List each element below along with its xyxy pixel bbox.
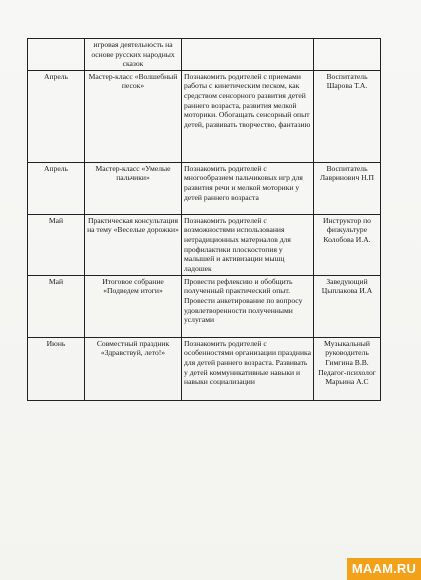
month-cell: Июнь — [28, 337, 85, 400]
goal-cell: Провести рефлексию и обобщить полученный практический опыт. Провести анкетирование по вопросу удовлетворенности полученными услугами — [182, 275, 314, 337]
goal-cell: Познакомить родителей с многообразием пальчиковых игр для развития речи и мелкой моторики у детей раннего возраста — [182, 162, 314, 214]
event-cell: Мастер-класс «Волшебный песок» — [85, 70, 182, 162]
goal-cell: Познакомить родителей с возможностями использования нетрадиционных материалов для профилактики плоскостопия у малышей и активизации мышц ладошек — [182, 214, 314, 275]
responsible-cell: Музыкальный руководитель Гимгина В.В. Педагог-психолог Марьина А.С — [314, 337, 381, 400]
month-cell: Май — [28, 214, 85, 275]
table-row — [28, 214, 381, 275]
table-row — [28, 70, 381, 162]
maam-watermark-badge[interactable]: MAAM.RU — [347, 558, 421, 580]
goal-cell: Познакомить родителей с приемами работы с кинетическим песком, как средством сенсорного развития детей раннего возраста, развития мелкой моторики. Обогащать сенсорный опыт детей, развивать творчество, фантазию — [182, 70, 314, 162]
table-row — [28, 275, 381, 337]
month-cell — [28, 39, 85, 71]
responsible-cell: Инструктор по физкультуре Колобова И.А. — [314, 214, 381, 275]
events-table — [27, 38, 381, 401]
responsible-cell — [314, 39, 381, 71]
responsible-cell: Заведующий Цыплакова И.А — [314, 275, 381, 337]
month-cell: Апрель — [28, 70, 85, 162]
month-cell: Апрель — [28, 162, 85, 214]
event-cell: игровая деятельность на основе русских народных сказок — [85, 39, 182, 71]
goal-cell: Познакомить родителей с особенностями организации праздника для детей раннего возраста. Развивать у детей коммуникативные навыки и навыки социализации — [182, 337, 314, 400]
event-cell: Практическая консультация на тему «Веселые дорожки» — [85, 214, 182, 275]
table-row — [28, 337, 381, 400]
responsible-cell: Воспитатель Лавринович Н.П — [314, 162, 381, 214]
table-row — [28, 39, 381, 71]
goal-cell — [182, 39, 314, 71]
event-cell: Совместный праздник «Здравствуй, лето!» — [85, 337, 182, 400]
responsible-cell: Воспитатель Шарова Т.А. — [314, 70, 381, 162]
month-cell: Май — [28, 275, 85, 337]
event-cell: Мастер-класс «Умелые пальчики» — [85, 162, 182, 214]
event-cell: Итоговое собрание «Подведем итоги» — [85, 275, 182, 337]
table-row — [28, 162, 381, 214]
